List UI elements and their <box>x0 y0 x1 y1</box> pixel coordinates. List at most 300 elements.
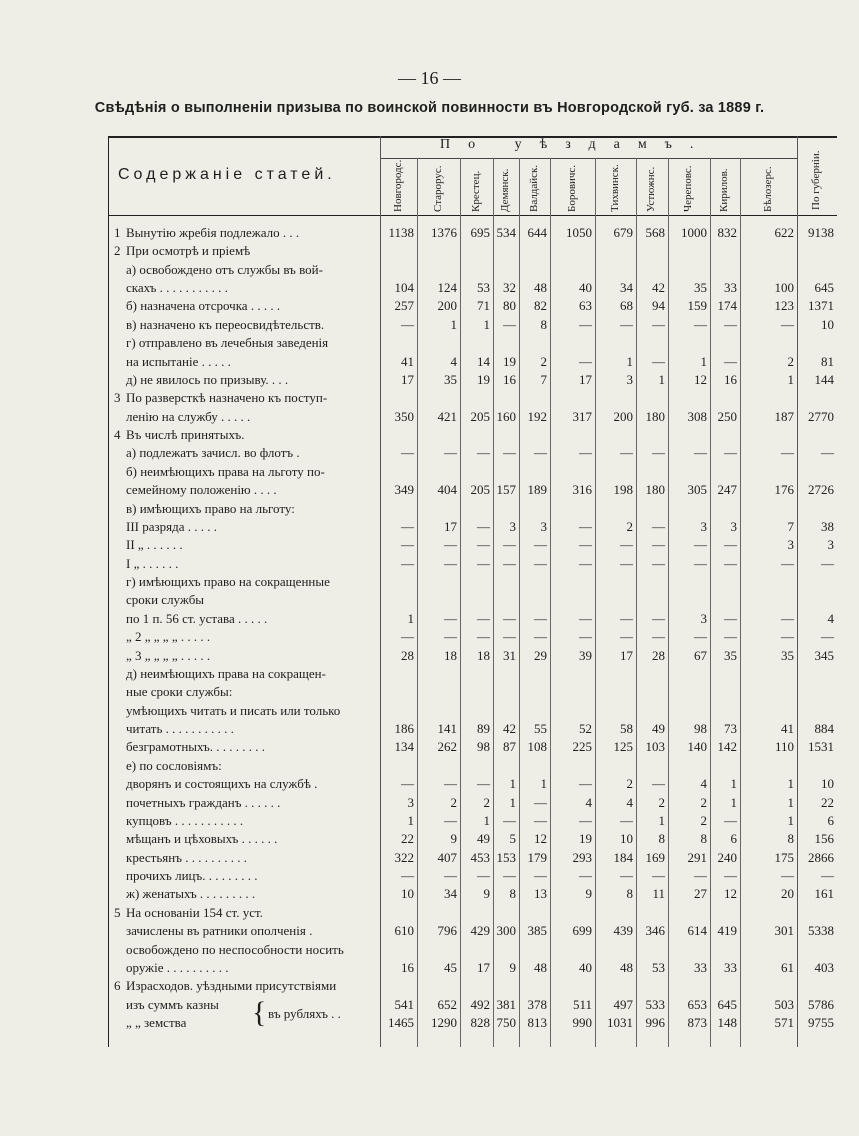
row-label: Въ числѣ принятыхъ. <box>126 427 245 443</box>
table-cell: 48 <box>534 280 547 296</box>
table-cell: — <box>652 555 665 571</box>
page-title: Свѣдѣнія о выполненіи призыва по воинской повинности въ Новгородской губ. за 1889 г. <box>94 100 765 116</box>
table-cell: — <box>620 812 633 828</box>
table-cell: 179 <box>527 849 547 865</box>
table-cell: 14 <box>477 353 490 369</box>
in-rubles-label: въ рубляхъ . . <box>268 1005 341 1021</box>
section-number: 4 <box>114 427 121 443</box>
row-label: г) отправлено въ лечебныя заведенія <box>126 335 329 351</box>
table-cell: 82 <box>534 298 547 314</box>
table-cell: — <box>534 445 547 461</box>
table-cell: 8 <box>658 831 665 847</box>
table-cell: — <box>724 316 737 332</box>
table-cell: 2 <box>700 812 707 828</box>
table-cell: — <box>477 445 490 461</box>
table-cell: — <box>401 518 414 534</box>
district-header: Тихвинск. <box>608 164 621 212</box>
row-label: б) назначена отсрочка . . . . . <box>126 298 281 314</box>
table-cell: 192 <box>527 408 547 424</box>
table-cell: 3 <box>407 794 414 810</box>
table-cell: — <box>579 610 592 626</box>
table-cell: 87 <box>503 739 516 755</box>
table-cell: 42 <box>652 280 665 296</box>
table-cell: 1 <box>509 776 516 792</box>
table-cell: — <box>724 868 737 884</box>
table-cell: 1531 <box>808 739 834 755</box>
table-cell: 679 <box>613 225 633 240</box>
table-cell: 832 <box>717 225 737 240</box>
table-cell: 9 <box>450 831 457 847</box>
table-cell: 2 <box>540 353 547 369</box>
table-cell: 429 <box>470 923 490 939</box>
table-cell: 124 <box>437 280 457 296</box>
table-cell: 28 <box>401 647 414 663</box>
table-cell: 6 <box>730 831 737 847</box>
table-cell: — <box>534 794 547 810</box>
table-cell: 11 <box>652 886 665 902</box>
table-cell: 1465 <box>388 1015 414 1030</box>
table-cell: 4 <box>626 794 633 810</box>
row-label: в) имѣющихъ право на льготу: <box>126 500 295 516</box>
row-label: прочихъ лицъ. . . . . . . . . <box>126 868 258 884</box>
table-left-rule <box>108 136 109 1047</box>
table-cell: 71 <box>477 298 490 314</box>
table-cell: — <box>401 316 414 332</box>
table-cell: 55 <box>534 721 547 737</box>
table-cell: 34 <box>444 886 457 902</box>
row-label: мѣщанъ и цѣховыхъ . . . . . . <box>126 831 278 847</box>
row-label: „ 3 „ „ „ „ . . . . . <box>126 647 211 663</box>
table-cell: 1 <box>787 371 794 387</box>
table-cell: 300 <box>496 923 516 939</box>
table-cell: 63 <box>579 298 592 314</box>
table-cell: 419 <box>717 923 737 939</box>
table-cell: 622 <box>774 225 794 240</box>
table-cell: 884 <box>814 721 834 737</box>
table-cell: 2866 <box>808 849 834 865</box>
table-cell: 61 <box>781 959 794 975</box>
district-header: Старорус. <box>431 165 444 212</box>
table-cell: 1 <box>407 610 414 626</box>
table-cell: 7 <box>540 371 547 387</box>
table-cell: 16 <box>724 371 737 387</box>
table-cell: — <box>401 868 414 884</box>
table-cell: 18 <box>444 647 457 663</box>
row-label: Вынутію жребія подлежало . . . <box>126 225 300 240</box>
table-cell: 2 <box>626 776 633 792</box>
row-label: При осмотрѣ и пріемѣ <box>126 243 251 259</box>
table-cell: 108 <box>527 739 547 755</box>
table-cell: 187 <box>774 408 794 424</box>
table-cell: — <box>781 629 794 645</box>
table-cell: — <box>534 555 547 571</box>
table-cell: 5786 <box>808 996 834 1012</box>
row-label: ные сроки службы: <box>126 684 233 700</box>
table-cell: 453 <box>470 849 490 865</box>
row-label: семейному положенію . . . . <box>126 482 277 498</box>
table-cell: 10 <box>821 316 834 332</box>
district-header: По губерніи. <box>810 150 822 210</box>
table-cell: 81 <box>821 353 834 369</box>
table-cell: 33 <box>724 959 737 975</box>
table-cell: — <box>477 629 490 645</box>
table-cell: — <box>579 445 592 461</box>
table-cell: — <box>477 610 490 626</box>
section-number: 1 <box>114 225 121 240</box>
table-cell: 33 <box>724 280 737 296</box>
table-cell: 58 <box>620 721 633 737</box>
table-cell: — <box>821 445 834 461</box>
row-label: г) имѣющихъ право на сокращенные <box>126 574 330 590</box>
table-cell: 35 <box>724 647 737 663</box>
table-cell: 503 <box>774 996 794 1012</box>
column-rule <box>380 136 381 1047</box>
table-cell: 403 <box>814 959 834 975</box>
table-cell: 378 <box>527 996 547 1012</box>
row-label: д) неимѣющихъ права на сокращен- <box>126 665 326 681</box>
table-cell: — <box>477 537 490 553</box>
table-cell: 17 <box>620 647 633 663</box>
table-cell: 41 <box>401 353 414 369</box>
row-label: крестьянъ . . . . . . . . . . <box>126 849 247 865</box>
table-cell: 42 <box>503 721 516 737</box>
table-cell: 3 <box>787 537 794 553</box>
table-cell: 169 <box>645 849 665 865</box>
table-cell: 205 <box>470 482 490 498</box>
table-cell: — <box>534 629 547 645</box>
table-cell: — <box>477 555 490 571</box>
table-cell: 45 <box>444 959 457 975</box>
row-label: сроки службы <box>126 592 205 608</box>
district-header: Кирилов. <box>718 168 730 212</box>
table-cell: 12 <box>724 886 737 902</box>
table-cell: 3 <box>827 537 834 553</box>
district-header: Бѣлозерс. <box>761 166 774 212</box>
row-label: ленію на службу . . . . . <box>126 408 251 424</box>
table-cell: 27 <box>694 886 707 902</box>
table-cell: — <box>401 629 414 645</box>
table-cell: 2 <box>658 794 665 810</box>
row-label: На основаніи 154 ст. уст. <box>126 904 263 920</box>
table-cell: — <box>503 537 516 553</box>
table-cell: 148 <box>717 1015 737 1030</box>
district-header: Валдайск. <box>527 164 540 212</box>
table-cell: — <box>620 868 633 884</box>
table-cell: 3 <box>730 518 737 534</box>
table-cell: 18 <box>477 647 490 663</box>
table-cell: 250 <box>717 408 737 424</box>
table-cell: 407 <box>437 849 457 865</box>
table-cell: 996 <box>645 1015 665 1030</box>
table-cell: — <box>652 868 665 884</box>
table-cell: 645 <box>717 996 737 1012</box>
table-cell: 80 <box>503 298 516 314</box>
table-cell: — <box>694 316 707 332</box>
table-cell: 100 <box>774 280 794 296</box>
table-cell: 134 <box>394 739 414 755</box>
row-label: скахъ . . . . . . . . . . . <box>126 280 228 296</box>
row-label: умѣющихъ читать и писать или только <box>126 702 341 718</box>
row-label: „ 2 „ „ „ „ . . . . . <box>126 629 211 645</box>
table-cell: 176 <box>774 482 794 498</box>
district-header: Боровичс. <box>565 164 578 212</box>
table-cell: 1 <box>509 794 516 810</box>
table-cell: — <box>781 555 794 571</box>
page-number: — 16 — <box>398 68 461 88</box>
table-cell: — <box>503 868 516 884</box>
section-number: 3 <box>114 390 121 406</box>
table-cell: 385 <box>527 923 547 939</box>
table-cell: 174 <box>717 298 737 314</box>
table-cell: 10 <box>620 831 633 847</box>
table-cell: — <box>694 868 707 884</box>
table-cell: 9755 <box>808 1015 834 1030</box>
table-cell: 1138 <box>388 225 414 240</box>
table-cell: — <box>620 555 633 571</box>
table-cell: 5 <box>509 831 516 847</box>
table-cell: 4 <box>827 610 834 626</box>
table-cell: — <box>503 445 516 461</box>
section-number: 2 <box>114 243 121 259</box>
table-cell: 198 <box>613 482 633 498</box>
table-cell: 990 <box>572 1015 592 1030</box>
table-cell: 104 <box>394 280 414 296</box>
table-cell: 3 <box>509 518 516 534</box>
row-label: III разряда . . . . . <box>126 518 218 534</box>
table-cell: 200 <box>437 298 457 314</box>
table-cell: 35 <box>694 280 707 296</box>
table-cell: 68 <box>620 298 633 314</box>
table-cell: 142 <box>717 739 737 755</box>
table-cell: — <box>503 629 516 645</box>
table-cell: 257 <box>394 298 414 314</box>
table-cell: — <box>534 610 547 626</box>
table-cell: 533 <box>645 996 665 1012</box>
table-cell: 8 <box>626 886 633 902</box>
table-cell: — <box>579 316 592 332</box>
table-cell: — <box>620 316 633 332</box>
table-cell: — <box>444 445 457 461</box>
table-cell: 1 <box>730 794 737 810</box>
table-cell: 6 <box>827 812 834 828</box>
table-cell: 98 <box>694 721 707 737</box>
table-cell: 8 <box>700 831 707 847</box>
table-cell: 35 <box>781 647 794 663</box>
table-cell: — <box>444 868 457 884</box>
table-cell: 1 <box>658 812 665 828</box>
table-cell: 293 <box>572 849 592 865</box>
table-cell: — <box>579 629 592 645</box>
table-cell: 40 <box>579 959 592 975</box>
table-cell: 262 <box>437 739 457 755</box>
table-cell: — <box>401 445 414 461</box>
table-cell: — <box>781 316 794 332</box>
table-cell: 1 <box>407 812 414 828</box>
table-cell: 645 <box>814 280 834 296</box>
table-cell: 2 <box>450 794 457 810</box>
table-cell: 103 <box>645 739 665 755</box>
table-cell: 571 <box>774 1015 794 1030</box>
table-cell: 161 <box>814 886 834 902</box>
table-cell: 9 <box>483 886 490 902</box>
table-cell: 796 <box>437 923 457 939</box>
table-cell: 5338 <box>808 923 834 939</box>
table-cell: 421 <box>437 408 457 424</box>
table-cell: — <box>477 868 490 884</box>
table-cell: 9 <box>509 959 516 975</box>
table-cell: — <box>652 518 665 534</box>
table-cell: 110 <box>774 739 794 755</box>
table-cell: 534 <box>496 225 516 240</box>
districts-subheader-rule <box>380 158 797 159</box>
table-cell: 8 <box>540 316 547 332</box>
table-cell: 17 <box>401 371 414 387</box>
table-cell: 13 <box>534 886 547 902</box>
table-cell: 48 <box>534 959 547 975</box>
table-cell: 308 <box>687 408 707 424</box>
table-cell: — <box>694 445 707 461</box>
table-cell: — <box>401 555 414 571</box>
table-cell: 492 <box>470 996 490 1012</box>
table-cell: 1290 <box>431 1015 457 1030</box>
table-cell: — <box>401 537 414 553</box>
row-label: ж) женатыхъ . . . . . . . . . <box>126 886 256 902</box>
table-cell: 184 <box>613 849 633 865</box>
table-cell: 17 <box>444 518 457 534</box>
table-cell: 7 <box>787 518 794 534</box>
table-cell: 3 <box>626 371 633 387</box>
table-cell: 123 <box>774 298 794 314</box>
table-cell: 17 <box>579 371 592 387</box>
table-cell: 3 <box>540 518 547 534</box>
table-cell: — <box>503 316 516 332</box>
table-cell: — <box>652 610 665 626</box>
table-cell: 1 <box>658 371 665 387</box>
table-cell: 28 <box>652 647 665 663</box>
table-cell: — <box>444 812 457 828</box>
table-cell: 346 <box>645 923 665 939</box>
row-label: почетныхъ гражданъ . . . . . . <box>126 794 281 810</box>
table-cell: 3 <box>700 610 707 626</box>
table-cell: 2726 <box>808 482 834 498</box>
table-cell: — <box>620 445 633 461</box>
table-cell: — <box>724 610 737 626</box>
table-cell: 1 <box>540 776 547 792</box>
table-cell: 52 <box>579 721 592 737</box>
table-cell: — <box>444 610 457 626</box>
table-cell: 175 <box>774 849 794 865</box>
table-cell: 652 <box>437 996 457 1012</box>
table-cell: 94 <box>652 298 665 314</box>
table-cell: 34 <box>620 280 633 296</box>
table-cell: — <box>444 776 457 792</box>
table-cell: — <box>579 555 592 571</box>
column-rule <box>797 136 798 1047</box>
row-label: купцовъ . . . . . . . . . . . <box>126 812 244 828</box>
table-cell: 38 <box>821 518 834 534</box>
table-cell: 345 <box>814 647 834 663</box>
table-cell: 89 <box>477 721 490 737</box>
table-cell: 350 <box>394 408 414 424</box>
table-cell: — <box>620 610 633 626</box>
table-cell: 8 <box>509 886 516 902</box>
table-cell: 186 <box>394 721 414 737</box>
table-cell: — <box>781 445 794 461</box>
table-cell: 750 <box>496 1015 516 1030</box>
table-cell: 1 <box>700 353 707 369</box>
table-cell: 17 <box>477 959 490 975</box>
table-cell: 695 <box>470 225 490 240</box>
table-cell: 9138 <box>808 225 834 240</box>
table-cell: 35 <box>444 371 457 387</box>
table-cell: — <box>724 555 737 571</box>
contents-column-header: Содержаніе статей. <box>118 166 336 183</box>
table-cell: 653 <box>687 996 707 1012</box>
table-cell: 301 <box>774 923 794 939</box>
table-cell: 1 <box>787 794 794 810</box>
table-cell: 699 <box>572 923 592 939</box>
table-cell: — <box>781 868 794 884</box>
table-cell: 19 <box>503 353 516 369</box>
table-cell: 98 <box>477 739 490 755</box>
table-cell: 225 <box>572 739 592 755</box>
table-cell: — <box>652 353 665 369</box>
table-cell: 4 <box>700 776 707 792</box>
table-cell: 180 <box>645 482 665 498</box>
row-label: е) по сословіямъ: <box>126 757 222 773</box>
table-cell: — <box>444 537 457 553</box>
table-cell: 39 <box>579 647 592 663</box>
table-cell: 2770 <box>808 408 834 424</box>
table-cell: — <box>620 629 633 645</box>
table-cell: 828 <box>470 1015 490 1030</box>
table-cell: — <box>477 776 490 792</box>
table-cell: 153 <box>496 849 516 865</box>
table-cell: 1 <box>483 316 490 332</box>
table-cell: 159 <box>687 298 707 314</box>
district-header: Крестец. <box>469 170 482 212</box>
table-cell: 20 <box>781 886 794 902</box>
table-cell: 160 <box>496 408 516 424</box>
table-cell: 31 <box>503 647 516 663</box>
table-cell: 22 <box>401 831 414 847</box>
table-cell: 1 <box>787 776 794 792</box>
row-label: а) освобождено отъ службы въ вой- <box>126 261 323 277</box>
table-cell: 200 <box>613 408 633 424</box>
row-label: изъ суммъ казны <box>126 996 219 1012</box>
brace-icon: { <box>252 995 267 1029</box>
row-label: на испытаніе . . . . . <box>126 353 231 369</box>
table-cell: 568 <box>645 225 665 240</box>
table-cell: 156 <box>814 831 834 847</box>
table-cell: 247 <box>717 482 737 498</box>
table-cell: — <box>503 610 516 626</box>
table-cell: — <box>724 537 737 553</box>
row-label: II „ . . . . . . <box>126 537 183 553</box>
table-cell: 1 <box>450 316 457 332</box>
table-cell: — <box>821 555 834 571</box>
table-cell: 1 <box>730 776 737 792</box>
table-cell: 144 <box>814 371 834 387</box>
table-cell: 12 <box>694 371 707 387</box>
row-label: б) неимѣющихъ права на льготу по- <box>126 463 325 479</box>
table-cell: 1 <box>787 812 794 828</box>
district-header: Череповс. <box>682 165 694 212</box>
table-cell: 29 <box>534 647 547 663</box>
table-cell: — <box>781 610 794 626</box>
row-label: зачислены въ ратники ополченія . <box>126 923 313 939</box>
table-cell: — <box>579 518 592 534</box>
